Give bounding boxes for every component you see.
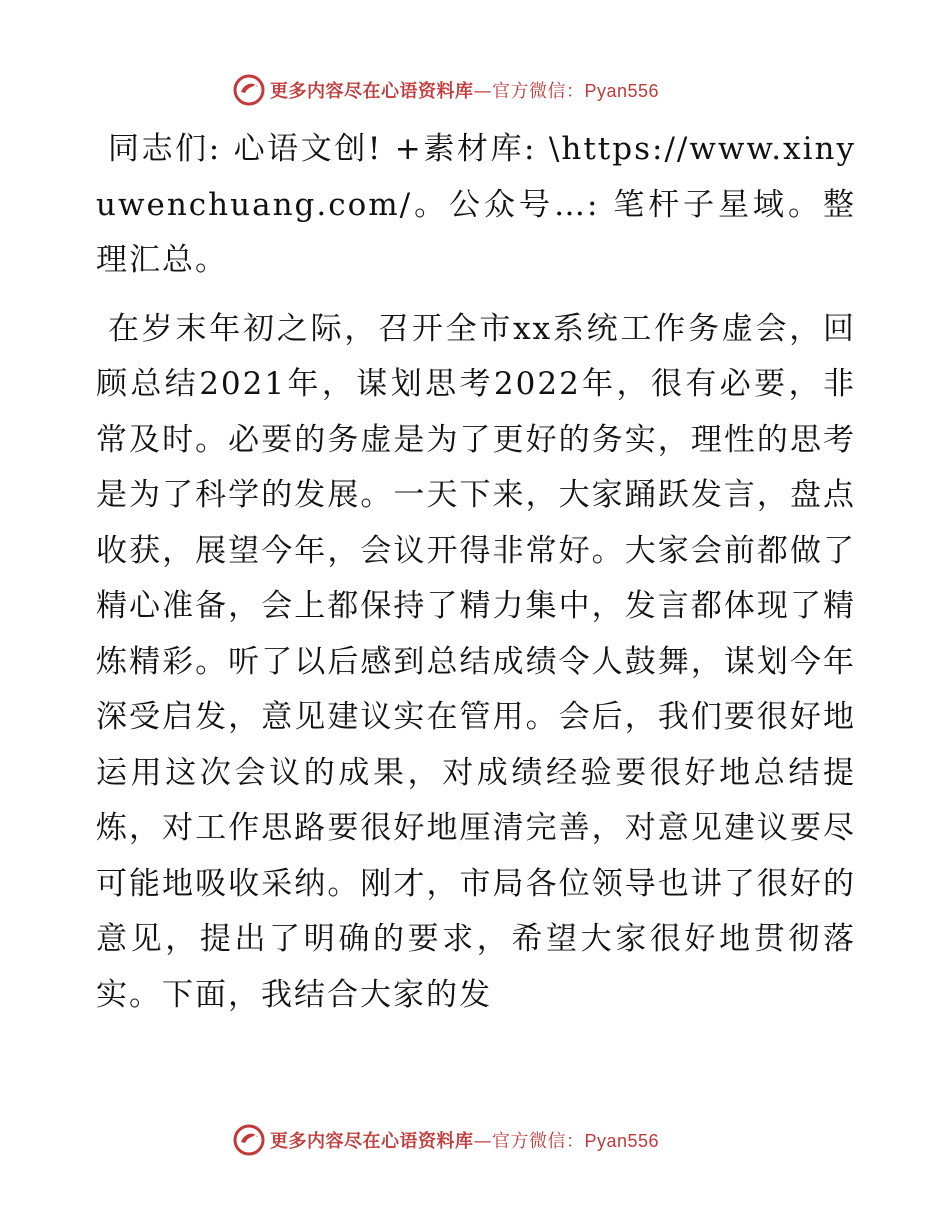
xinyu-logo-icon [232,1123,266,1157]
banner-wechat-label: 官方微信： [492,81,585,102]
document-body [96,122,856,1023]
banner-wechat-id: Pyan556 [584,1131,660,1151]
header-watermark-banner [232,72,659,108]
banner-wechat-id: Pyan556 [584,81,660,101]
banner-wechat-label: 官方微信： [492,1131,585,1152]
banner-dash: — [473,1131,492,1152]
banner-main-text: 更多内容尽在心语资料库 [270,81,474,102]
xinyu-logo-icon [232,73,266,107]
intro-paragraph: 同志们: 心语文创! +素材库: \https://www.xinyuwenchuang.com/。公众号…: 笔杆子星域。整理汇总。 [96,131,856,278]
body-paragraph: 在岁末年初之际，召开全市xx系统工作务虚会，回顾总结2021年，谋划思考2022年，很有必要，非常及时。必要的务虚是为了更好的务实，理性的思考是为了科学的发展。一天下来，大家踊跃发言，盘点收获，展望今年，会议开得非常好。大家会前都做了精心准备，会上都保持了精力集中，发言都体现了精炼精彩。听了以后感到总结成绩令人鼓舞，谋划今年深受启发，意见建议实在管用。会后，我们要很好地运用这次会议的成果，对成绩经验要很好地总结提炼，对工作思路要很好地厘清完善，对意见建议要尽可能地吸收采纳。刚才，市局各位领导也讲了很好的意见，提出了明确的要求，希望大家很好地贯彻落实。下面，我结合大家的发 [96,310,856,1013]
banner-main-text: 更多内容尽在心语资料库 [270,1131,474,1152]
banner-dash: — [473,81,492,102]
footer-watermark-banner [232,1122,659,1158]
